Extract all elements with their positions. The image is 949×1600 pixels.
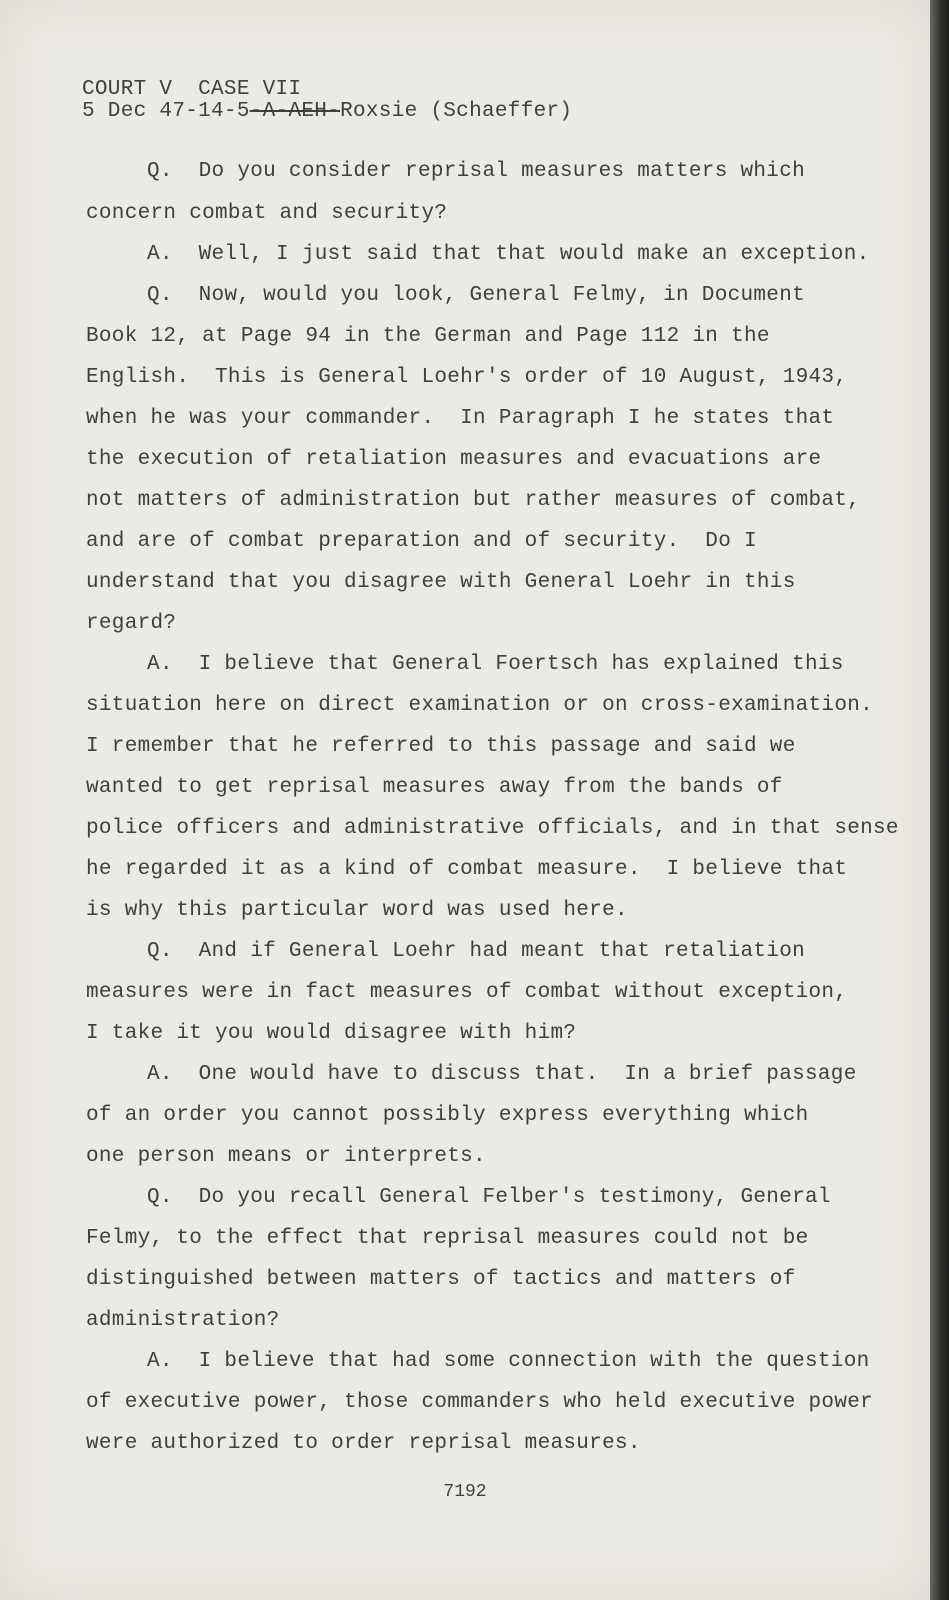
text-line: administration? <box>86 1309 280 1332</box>
text-line: A. I believe that had some connection with the question <box>147 1350 870 1373</box>
text-line: understand that you disagree with General Loehr in this <box>86 571 796 594</box>
text-line: distinguished between matters of tactics and matters of <box>86 1268 796 1291</box>
text-line: situation here on direct examination or on cross-examination. <box>86 694 874 717</box>
text-line: of executive power, those commanders who held executive power <box>86 1391 874 1414</box>
session-line <box>82 100 572 123</box>
text-line: A. One would have to discuss that. In a brief passage <box>147 1063 857 1086</box>
text-line: Q. And if General Loehr had meant that retaliation <box>147 940 806 963</box>
text-line: of an order you cannot possibly express everything which <box>86 1104 809 1127</box>
text-line: regard? <box>86 612 177 635</box>
session-suffix: Roxsie (Schaeffer) <box>340 100 573 123</box>
text-line: A. Well, I just said that that would make an exception. <box>147 243 870 266</box>
scan-edge <box>930 0 949 1600</box>
text-line: one person means or interprets. <box>86 1145 486 1168</box>
text-line: he regarded it as a kind of combat measure. I believe that <box>86 858 848 881</box>
text-line: I remember that he referred to this passage and said we <box>86 735 796 758</box>
text-line: were authorized to order reprisal measures. <box>86 1432 641 1455</box>
session-prefix: 5 Dec 47-14-5 <box>82 100 250 123</box>
text-line: concern combat and security? <box>86 202 448 225</box>
text-line: A. I believe that General Foertsch has explained this <box>147 653 844 676</box>
page-number: 7192 <box>443 1482 487 1502</box>
text-line: I take it you would disagree with him? <box>86 1022 577 1045</box>
text-line: Felmy, to the effect that reprisal measures could not be <box>86 1227 809 1250</box>
text-line: Q. Now, would you look, General Felmy, in Document <box>147 284 806 307</box>
text-line: Book 12, at Page 94 in the German and Page 112 in the <box>86 325 770 348</box>
text-line: when he was your commander. In Paragraph I he states that <box>86 407 835 430</box>
text-line: measures were in fact measures of combat without exception, <box>86 981 848 1004</box>
session-struck-text: -A-AEH- <box>249 100 341 123</box>
text-line: is why this particular word was used here. <box>86 899 628 922</box>
text-line: wanted to get reprisal measures away from the bands of <box>86 776 783 799</box>
text-line: Q. Do you consider reprisal measures matters which <box>147 160 806 183</box>
text-line: police officers and administrative officials, and in that sense <box>86 817 899 840</box>
court-case-header: COURT V CASE VII <box>82 78 302 101</box>
text-line: not matters of administration but rather measures of combat, <box>86 489 861 512</box>
text-line: English. This is General Loehr's order of 10 August, 1943, <box>86 366 848 389</box>
text-line: Q. Do you recall General Felber's testimony, General <box>147 1186 831 1209</box>
text-line: and are of combat preparation and of security. Do I <box>86 530 757 553</box>
text-line: the execution of retaliation measures and evacuations are <box>86 448 822 471</box>
